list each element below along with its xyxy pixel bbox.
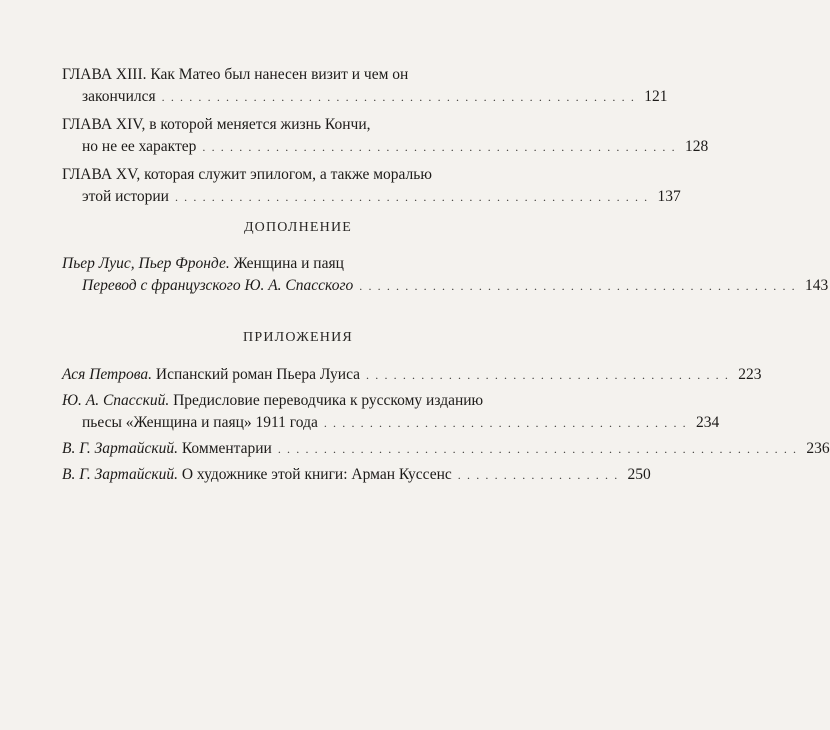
entry-title-continued: пьесы «Женщина и паяц» 1911 года [82, 414, 318, 431]
page-number: 223 [738, 366, 762, 383]
toc-entry-chapter-15 [62, 164, 681, 208]
dot-leader: . . . . . . . . . . . . . . . . . . . . . . . . . . . . . . . . . . . . . . . . . . . . . . . . [359, 279, 797, 293]
toc-entry-supplement [62, 253, 829, 297]
chapter-list [62, 64, 709, 208]
page-number: 250 [627, 466, 651, 483]
section-heading-appendices: ПРИЛОЖЕНИЯ [243, 330, 353, 345]
dot-leader: . . . . . . . . . . . . . . . . . . . . . . . . . . . . . . . . . . . . . . . . . . . . . . . . . . . . . . . . . [277, 442, 798, 456]
entry-title: О художнике этой книги: Арман Куссенс [181, 466, 452, 483]
page-number: 137 [657, 188, 681, 205]
page-number: 121 [644, 88, 668, 105]
entry-text: закончился [82, 88, 156, 105]
dot-leader: . . . . . . . . . . . . . . . . . . . . . . . . . . . . . . . . . . . . . . . . . . . . . . . . . . . . [161, 90, 636, 104]
dot-leader: . . . . . . . . . . . . . . . . . . . . . . . . . . . . . . . . . . . . . . . . [323, 416, 688, 430]
dot-leader: . . . . . . . . . . . . . . . . . . . . . . . . . . . . . . . . . . . . . . . . . . . . . . . . . . . . [174, 190, 649, 204]
entry-title: Комментарии [181, 440, 272, 457]
dot-leader: . . . . . . . . . . . . . . . . . . . . . . . . . . . . . . . . . . . . . . . . [366, 368, 730, 382]
page-number: 236 [806, 440, 830, 457]
appendices-list [62, 364, 830, 486]
dot-leader: . . . . . . . . . . . . . . . . . . . . . . . . . . . . . . . . . . . . . . . . . . . . . . . . . . . . [202, 140, 677, 154]
toc-entry-appendix-3 [62, 438, 830, 460]
entry-title: Предисловие переводчика к русскому изданию [173, 392, 484, 409]
entry-text: ГЛАВА XIV, в которой меняется жизнь Кончи, [62, 116, 371, 133]
entry-translation-note: Перевод с французского Ю. А. Спасского [82, 277, 354, 294]
entry-title: Испанский роман Пьера Луиса [155, 366, 361, 383]
toc-entry-appendix-2 [62, 390, 720, 434]
entry-author: Ася Петрова. [62, 366, 153, 383]
entry-author: В. Г. Зартайский. [62, 440, 178, 457]
section-heading-supplement: ДОПОЛНЕНИЕ [243, 220, 353, 235]
entry-text: но не ее характер [82, 138, 197, 155]
dot-leader: . . . . . . . . . . . . . . . . . . [457, 468, 619, 482]
entry-text: этой истории [82, 188, 169, 205]
toc-entry-appendix-1 [62, 364, 762, 386]
entry-author: Пьер Луис, Пьер Фронде. [62, 255, 230, 272]
page-number: 143 [805, 277, 829, 294]
toc-entry-chapter-14 [62, 114, 709, 158]
entry-title: Женщина и паяц [233, 255, 344, 272]
toc-entry-appendix-4 [62, 464, 651, 486]
toc-entry-chapter-13 [62, 64, 668, 108]
entry-author: Ю. А. Спасский. [62, 392, 170, 409]
entry-author: В. Г. Зартайский. [62, 466, 178, 483]
page-number: 234 [696, 414, 720, 431]
entry-text: ГЛАВА XV, которая служит эпилогом, а также моралью [62, 166, 432, 183]
page-number: 128 [684, 138, 709, 155]
supplement-list [62, 253, 829, 297]
entry-text: ГЛАВА XIII. Как Матео был нанесен визит и чем он [62, 66, 409, 83]
